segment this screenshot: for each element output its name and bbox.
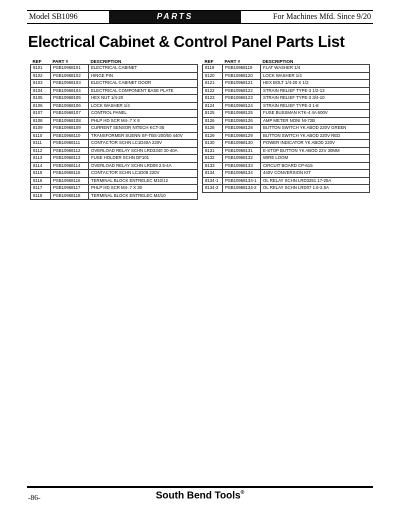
table-row <box>31 170 198 178</box>
table-row <box>203 95 370 103</box>
description-cell: OL RELAY SCHN LRD3251 17-25A <box>261 177 370 185</box>
part-number-cell: PSB10968106 <box>51 102 89 110</box>
ref-cell: 8118 <box>31 192 51 200</box>
ref-header: REF <box>204 58 214 64</box>
description-cell: CURRENT SENSOR NITECH KCT-35 <box>89 125 198 133</box>
description-cell: AMP METER NONI NI-72B <box>261 117 370 125</box>
brand-name: South Bend Tools <box>155 490 241 502</box>
ref-cell: 8124 <box>203 102 223 110</box>
table-row <box>31 177 198 185</box>
description-cell: HINGE PIN <box>89 72 198 80</box>
part-number-cell: PSB10968121 <box>223 80 261 88</box>
table-row <box>31 147 198 155</box>
ref-cell: 8129 <box>203 132 223 140</box>
table-row <box>31 162 198 170</box>
part-number-cell: PSB10968133 <box>223 162 261 170</box>
part-number-cell: PSB10968103 <box>51 80 89 88</box>
ref-cell: 8112 <box>31 147 51 155</box>
ref-cell: 8116 <box>31 177 51 185</box>
description-cell: CONTACTOR SCHN LC1D09 220V <box>89 170 198 178</box>
brand-footer <box>0 490 400 501</box>
ref-cell: 8123 <box>203 95 223 103</box>
part-number-cell: PSB10968104 <box>51 87 89 95</box>
table-row <box>31 132 198 140</box>
part-number-cell: PSB10968110 <box>51 132 89 140</box>
part-header: PART # <box>224 58 241 64</box>
description-cell: TRANSFORMER SUENN SF-TBS-200/50 440V <box>89 132 198 140</box>
ref-cell: 8131 <box>203 147 223 155</box>
part-number-cell: PSB10968114 <box>51 162 89 170</box>
ref-cell: 8133 <box>203 162 223 170</box>
table-row <box>31 192 198 200</box>
description-cell: STRAIN RELIEF TYPE-3 1/2-13 <box>261 87 370 95</box>
ref-cell: 8126 <box>203 117 223 125</box>
desc-header: DESCRIPTION <box>90 58 122 64</box>
part-number-cell: PSB10968109 <box>51 125 89 133</box>
description-cell: OVERLOAD RELAY SCHN LRD3340 30-40A <box>89 147 198 155</box>
table-row <box>31 87 198 95</box>
description-cell: TERMINAL BLOCK ENTRELEC M10/12 <box>89 177 198 185</box>
description-cell: LOCK WASHER 1/4 <box>89 102 198 110</box>
part-number-cell: PSB10968117 <box>51 185 89 193</box>
page-title: Electrical Cabinet & Control Panel Parts List <box>28 34 345 51</box>
ref-cell: 8114 <box>31 162 51 170</box>
ref-cell: 8103 <box>31 80 51 88</box>
table-row <box>31 65 198 73</box>
table-row <box>31 185 198 193</box>
ref-cell: 8128 <box>203 125 223 133</box>
page-number: -86- <box>28 493 41 502</box>
description-cell: OL RELAY SCHN LRD07 1.6-2.5A <box>261 185 370 193</box>
part-number-cell: PSB10968134-2 <box>223 185 261 193</box>
description-cell: 440V CONVERSION KIT <box>261 170 370 178</box>
table-row <box>203 125 370 133</box>
ref-cell: 8119 <box>203 65 223 73</box>
part-number-cell: PSB10968113 <box>51 155 89 163</box>
table-row <box>203 117 370 125</box>
description-cell: HEX NUT 1/4-20 <box>89 95 198 103</box>
ref-cell: 8110 <box>31 132 51 140</box>
description-cell: HEX BOLT 1/4-20 X 1/2 <box>261 80 370 88</box>
ref-cell: 8109 <box>31 125 51 133</box>
ref-cell: 8134-2 <box>203 185 223 193</box>
ref-cell: 8105 <box>31 95 51 103</box>
description-cell: POWER INDICATOR YK ABOD 220V <box>261 140 370 148</box>
part-number-cell: PSB10968112 <box>51 147 89 155</box>
ref-cell: 8121 <box>203 80 223 88</box>
description-cell: STRAIN RELIEF TYPE-3 1-8 <box>261 102 370 110</box>
ref-cell: 8117 <box>31 185 51 193</box>
section-label: PARTS <box>109 11 241 23</box>
ref-cell: 8125 <box>203 110 223 118</box>
part-number-cell: PSB10968126 <box>223 117 261 125</box>
ref-cell: 8102 <box>31 72 51 80</box>
table-row <box>31 102 198 110</box>
table-row <box>31 80 198 88</box>
ref-cell: 8132 <box>203 155 223 163</box>
parts-table-right <box>202 58 370 193</box>
machines-label: For Machines Mfd. Since 9/20 <box>273 12 371 21</box>
part-number-cell: PSB10968115 <box>51 170 89 178</box>
description-cell: LOCK WASHER 1/4 <box>261 72 370 80</box>
registered-mark: ® <box>240 490 245 496</box>
table-row <box>31 110 198 118</box>
part-number-cell: PSB10968108 <box>51 117 89 125</box>
description-cell: PHLP HD SCR M4-.7 X 30 <box>89 185 198 193</box>
footer-rule <box>27 486 373 488</box>
part-header: PART # <box>52 58 69 64</box>
table-row <box>203 170 370 178</box>
model-label: Model SB1096 <box>29 12 78 21</box>
description-cell: BUTTON SWITCH YK ABOD 220V GREEN <box>261 125 370 133</box>
part-number-cell: PSB10968119 <box>223 65 261 73</box>
table-row <box>203 87 370 95</box>
part-number-cell: PSB10968134-1 <box>223 177 261 185</box>
ref-cell: 8113 <box>31 155 51 163</box>
parts-table-left <box>30 58 198 200</box>
desc-header: DESCRIPTION <box>262 58 294 64</box>
ref-cell: 8122 <box>203 87 223 95</box>
ref-cell: 8104 <box>31 87 51 95</box>
description-cell: ELECTRICAL COMPONENT BASE PLATE <box>89 87 198 95</box>
description-cell: OVERLOAD RELAY SCHN LRD08 2.5-4A <box>89 162 198 170</box>
ref-cell: 8107 <box>31 110 51 118</box>
table-row <box>31 72 198 80</box>
ref-cell: 8101 <box>31 65 51 73</box>
part-number-cell: PSB10968125 <box>223 110 261 118</box>
description-cell: PHLP HD SCR M4-.7 X 8 <box>89 117 198 125</box>
part-number-cell: PSB10968134 <box>223 170 261 178</box>
part-number-cell: PSB10968122 <box>223 87 261 95</box>
table-row <box>31 140 198 148</box>
ref-header: REF <box>32 58 42 64</box>
part-number-cell: PSB1096810​1 <box>51 65 89 73</box>
part-number-cell: PSB10968123 <box>223 95 261 103</box>
table-row <box>203 177 370 185</box>
description-cell: E-STOP BUTTON YK ABOD 22V 30MM <box>261 147 370 155</box>
page-header <box>27 10 373 24</box>
description-cell: FLAT WASHER 1/4 <box>261 65 370 73</box>
part-number-cell: PSB10968130 <box>223 140 261 148</box>
part-number-cell: PSB10968124 <box>223 102 261 110</box>
table-row <box>203 110 370 118</box>
description-cell: FUSE BUSSMAN KTK-4 4A 600V <box>261 110 370 118</box>
ref-cell: 8120 <box>203 72 223 80</box>
table-row <box>203 185 370 193</box>
ref-cell: 8134-1 <box>203 177 223 185</box>
description-cell: CONTACTOR SCHN LC1D40A 220V <box>89 140 198 148</box>
part-number-cell: PSB10968129 <box>223 132 261 140</box>
part-number-cell: PSB10968116 <box>51 177 89 185</box>
description-cell: TERMINAL BLOCK ENTRELEC M4/10 <box>89 192 198 200</box>
description-cell: STRAIN RELIEF TYPE-3 3/4-10 <box>261 95 370 103</box>
part-number-cell: PSB10968102 <box>51 72 89 80</box>
description-cell: ELECTRICAL CABINET <box>89 65 198 73</box>
description-cell: ELECTRICAL CABINET DOOR <box>89 80 198 88</box>
table-row <box>31 95 198 103</box>
description-cell: WIRE LOOM <box>261 155 370 163</box>
ref-cell: 8130 <box>203 140 223 148</box>
description-cell: BUTTON SWITCH YK ABOD 220V RED <box>261 132 370 140</box>
ref-cell: 8134 <box>203 170 223 178</box>
part-number-cell: PSB10968107 <box>51 110 89 118</box>
table-row <box>203 140 370 148</box>
ref-cell: 8115 <box>31 170 51 178</box>
part-number-cell: PSB10968131 <box>223 147 261 155</box>
ref-cell: 8106 <box>31 102 51 110</box>
part-number-cell: PSB10968118 <box>51 192 89 200</box>
table-row <box>31 117 198 125</box>
table-row <box>203 102 370 110</box>
table-row <box>203 162 370 170</box>
table-row <box>31 155 198 163</box>
table-row <box>203 80 370 88</box>
ref-cell: 8108 <box>31 117 51 125</box>
description-cell: FUSE HOLDER SCHN DF101 <box>89 155 198 163</box>
part-number-cell: PSB10968132 <box>223 155 261 163</box>
part-number-cell: PSB10968128 <box>223 125 261 133</box>
description-cell: CIRCUIT BOARD CP-615 <box>261 162 370 170</box>
part-number-cell: PSB10968111 <box>51 140 89 148</box>
ref-cell: 8111 <box>31 140 51 148</box>
table-row <box>203 72 370 80</box>
part-number-cell: PSB10968105 <box>51 95 89 103</box>
description-cell: CONTROL PANEL <box>89 110 198 118</box>
table-row <box>203 132 370 140</box>
table-row <box>31 125 198 133</box>
table-row <box>203 155 370 163</box>
part-number-cell: PSB10968120 <box>223 72 261 80</box>
table-row <box>203 147 370 155</box>
table-row <box>203 65 370 73</box>
